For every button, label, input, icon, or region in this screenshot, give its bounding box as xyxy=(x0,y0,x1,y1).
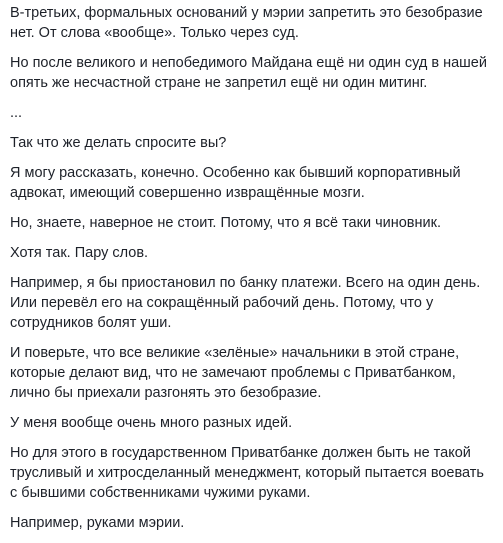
post-paragraph: У меня вообще очень много разных идей. xyxy=(10,415,293,431)
post-paragraph: Например, я бы приостановил по банку платежи. Всего на один день. Или перевёл его на сокращённый рабочий день. Потому, что у сотрудников болят уши. xyxy=(10,275,481,331)
post-body xyxy=(10,0,500,543)
post-paragraph: Но, знаете, наверное не стоит. Потому, что я всё таки чиновник. xyxy=(10,215,441,231)
post-paragraph: Я могу рассказать, конечно. Особенно как бывший корпоративный адвокат, имеющий совершенно извращённые мозги. xyxy=(10,165,461,201)
post-paragraph: ... xyxy=(10,105,23,121)
post-paragraph: Но после великого и непобедимого Майдана ещё ни один суд в нашей опять же несчастной стране не запретил ещё ни один митинг. xyxy=(10,55,487,91)
post-paragraph: В-третьих, формальных оснований у мэрии запретить это безобразие нет. От слова «вообще». Только через суд. xyxy=(10,5,483,41)
post-paragraph: Хотя так. Пару слов. xyxy=(10,245,149,261)
post-paragraph: Но для этого в государственном Приватбанке должен быть не такой трусливый и хитросделанный менеджмент, который пытается воевать с бывшими собственниками чужими руками. xyxy=(10,445,484,501)
post-paragraph: И поверьте, что все великие «зелёные» начальники в этой стране, которые делают вид, что не замечают проблемы с Приватбанком, лично бы приехали разгонять это безобразие. xyxy=(10,345,460,401)
post-paragraph: Например, руками мэрии. xyxy=(10,515,185,531)
post-paragraph: Так что же делать спросите вы? xyxy=(10,135,227,151)
